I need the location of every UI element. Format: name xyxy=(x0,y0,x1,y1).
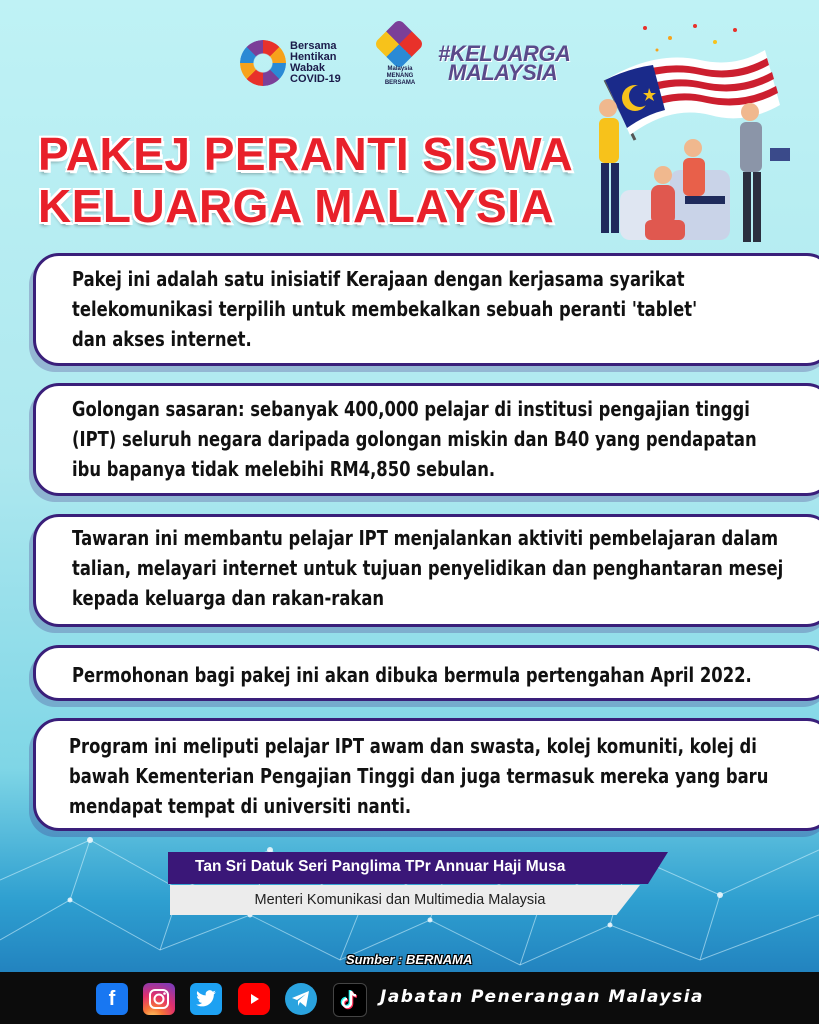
info-line: Program ini meliputi pelajar IPT awam dan swasta, kolej komuniti, kolej di xyxy=(69,734,757,758)
page-title xyxy=(38,128,573,232)
info-box-initiative xyxy=(33,253,819,366)
minister-name: Tan Sri Datuk Seri Panglima TPr Annuar Haji Musa xyxy=(195,858,566,875)
info-line: telekomunikasi terpilih untuk membekalkan sebuah peranti 'tablet' xyxy=(72,297,698,321)
info-line: kepada keluarga dan rakan-rakan xyxy=(72,586,385,610)
keluarga-malaysia-hashtag-logo xyxy=(438,41,588,85)
students-with-devices-illustration xyxy=(575,20,819,255)
info-line: talian, melayari internet untuk tujuan penyelidikan dan penghantaran mesej xyxy=(72,556,784,580)
info-line: Tawaran ini membantu pelajar IPT menjalankan aktiviti pembelajaran dalam xyxy=(72,526,779,550)
info-line: (IPT) seluruh negara daripada golongan miskin dan B40 yang pendapatan xyxy=(72,427,757,451)
malaysia-menang-emblem-icon xyxy=(374,19,425,70)
organization-name: Jabatan Penerangan Malaysia xyxy=(380,987,705,1007)
title-line-2: KELUARGA MALAYSIA xyxy=(38,180,555,232)
telegram-icon[interactable] xyxy=(285,983,317,1015)
malaysia-menang-logo-text: Malaysia MENANG BERSAMA xyxy=(384,66,416,86)
info-line: Golongan sasaran: sebanyak 400,000 pelajar di institusi pengajian tinggi xyxy=(72,397,750,421)
info-box-application-date xyxy=(33,645,819,701)
tiktok-icon[interactable] xyxy=(333,983,367,1017)
hashtag-line-1: #KELUARGA xyxy=(438,41,571,66)
minister-title: Menteri Komunikasi dan Multimedia Malaysia xyxy=(254,892,546,908)
info-line: dan akses internet. xyxy=(72,327,252,351)
info-box-target-group xyxy=(33,383,819,496)
confetti-decoration xyxy=(643,24,737,52)
facebook-icon[interactable]: f xyxy=(96,983,128,1015)
malaysia-menang-bersama-logo xyxy=(375,26,425,86)
info-line: mendapat tempat di universiti nanti. xyxy=(69,794,412,818)
hashtag-line-2: MALAYSIA xyxy=(448,60,558,85)
title-line-1: PAKEJ PERANTI SISWA xyxy=(38,128,574,180)
youtube-icon[interactable] xyxy=(238,983,270,1015)
bersama-hentikan-wabak-logo xyxy=(240,38,350,90)
info-line: bawah Kementerian Pengajian Tinggi dan juga termasuk mereka yang baru xyxy=(69,764,769,788)
instagram-icon[interactable] xyxy=(143,983,175,1015)
info-box-program-coverage xyxy=(33,718,819,831)
info-box-offer-benefits xyxy=(33,514,819,627)
covid-logo-text: Bersama Hentikan Wabak COVID-19 xyxy=(290,40,341,85)
twitter-icon[interactable] xyxy=(190,983,222,1015)
info-line: Pakej ini adalah satu inisiatif Kerajaan dengan kerjasama syarikat xyxy=(72,267,685,291)
info-line: ibu bapanya tidak melebihi RM4,850 sebulan. xyxy=(72,457,496,481)
source-credit: Sumber : BERNAMA xyxy=(346,952,473,967)
info-line: Permohonan bagi pakej ini akan dibuka bermula pertengahan April 2022. xyxy=(72,663,752,687)
covid-campaign-emblem-icon xyxy=(240,40,286,86)
